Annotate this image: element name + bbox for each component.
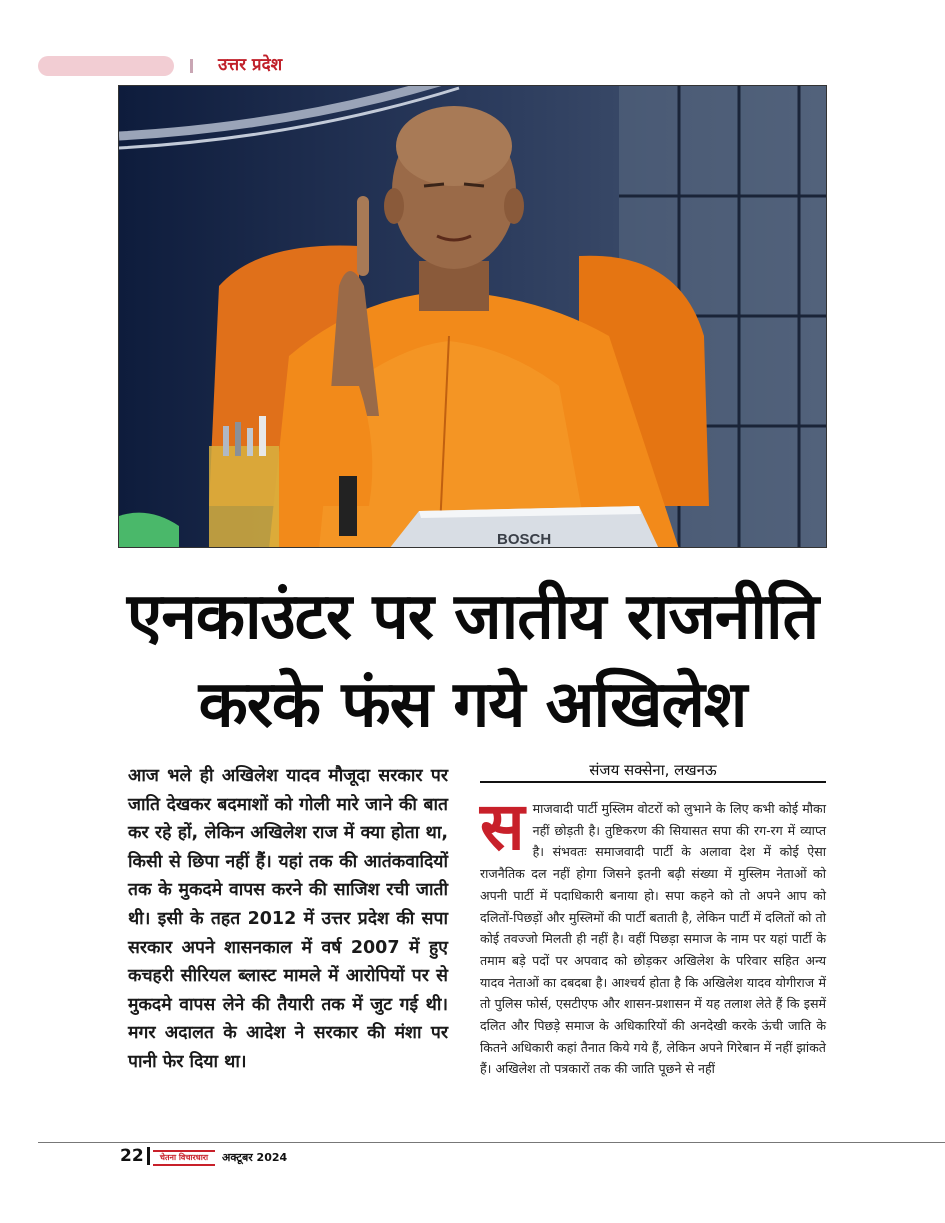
lede-paragraph: आज भले ही अखिलेश यादव मौजूदा सरकार पर जाति देखकर बदमाशों को गोली मारे जाने की बात कर रहे हों, लेकिन अखिलेश राज में क्या होता था, किसी से छिपा नहीं हैं। यहां तक की आतंकवादियों तक के मुकदमे वापस करने की साजिश रची जाती थी। इसी के तहत 2012 में उत्तर प्रदेश की सपा सरकार अपने शासनकाल में वर्ष 2007 में हुए कचहरी सीरियल ब्लास्ट मामले में आरोपियों पर से मुकदमे वापस लेने की तैयारी तक में जुट गई थी। मगर अदालत के आदेश ने सरकार की मंशा पर पानी फेर दिया था। — [128, 766, 448, 1072]
photo-illustration — [119, 86, 827, 548]
monitor-brand-label: BOSCH — [497, 531, 552, 548]
footer-rule — [38, 1142, 945, 1143]
section-divider — [190, 59, 193, 73]
article-body-text: माजवादी पार्टी मुस्लिम वोटरों को लुभाने के लिए कभी कोई मौका नहीं छोड़ती है। तुष्टिकरण की सियासत सपा की रग-रग में व्याप्त है। संभवतः समाजवादी पार्टी के अलावा देश में कोई ऐसा राजनैतिक दल नहीं होगा जिसने इतनी बढ़ी संख्या में मुस्लिम नेताओं को अपनी पार्टी में पदाधिकारी बनाया हो। सपा कहने को तो अपने आप को दलितों-पिछड़ों और मुस्लिमों की पार्टी बताती है, लेकिन पार्टी में दलितों को तो कोई तवज्जो मिलती ही नहीं है। वहीं पिछड़ा समाज के नाम पर यहां पार्टी के तमाम बड़े पदों पर अपवाद को छोड़कर अखिलेश के परिवार सहित अन्य यादव नेताओं का दबदबा है। आश्चर्य होता है कि अखिलेश यादव योगीराज में तो पुलिस फोर्स, एसटीएफ और शासन-प्रशासन में यह तलाश लेते हैं कि इसमें दलित और पिछड़े समाज के अधिकारियों की अनदेखी करके ऊंची जाति के कितने अधिकारी कहां तैनात किये गये हैं, लेकिन अपने गिरेबान में नहीं झांकते हैं। अखिलेश तो पत्रकारों तक की जाति पूछने से नहीं — [480, 801, 826, 1077]
headline-line-2: करके फंस गये अखिलेश — [198, 668, 747, 742]
byline: संजय सक्सेना, लखनऊ — [589, 761, 717, 779]
article-body — [480, 788, 826, 1080]
page-number-separator — [147, 1147, 150, 1165]
drop-cap: स — [480, 788, 525, 865]
issue-date: अक्टूबर 2024 — [222, 1151, 288, 1164]
article-photo — [118, 85, 827, 548]
page-number: 22 — [120, 1146, 144, 1166]
section-label: उत्तर प्रदेश — [218, 55, 283, 75]
headline-line-1: एनकाउंटर पर जातीय राजनीति — [126, 580, 819, 654]
section-tab-pill — [38, 56, 174, 76]
magazine-logo: चेतना विचारधारा — [153, 1150, 215, 1166]
byline-rule — [480, 781, 826, 783]
